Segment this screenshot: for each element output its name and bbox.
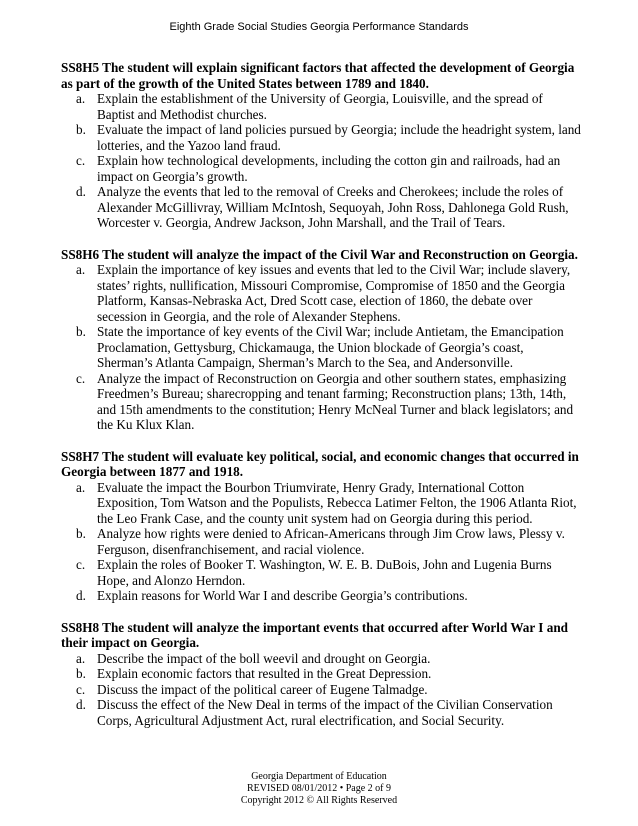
item-letter: a. [76, 91, 86, 106]
standard-items [61, 91, 582, 231]
standard-items [61, 480, 582, 604]
standard-items [61, 651, 582, 729]
standard-items [61, 262, 582, 433]
item-letter: b. [76, 122, 86, 137]
item-text: State the importance of key events of the Civil War; include Antietam, the Emancipation Proclamation, Gettysburg, Chickamauga, the Union blockade of Georgia’s coast, Sherman’s Atlanta Campaign, Sherman’s March to the Sea, and Andersonville. [97, 324, 564, 370]
list-item [61, 371, 582, 433]
item-letter: d. [76, 588, 86, 603]
item-text: Explain reasons for World War I and describe Georgia’s contributions. [97, 588, 468, 603]
standard-heading: SS8H6 The student will analyze the impact of the Civil War and Reconstruction on Georgia. [61, 246, 578, 262]
list-item [61, 526, 582, 557]
standard-heading: SS8H8 The student will analyze the important events that occurred after World War I and their impact on Georgia. [61, 619, 569, 650]
list-item [61, 666, 582, 682]
list-item [61, 588, 582, 604]
page-footer [0, 771, 638, 807]
footer-department: Georgia Department of Education [251, 771, 387, 782]
item-letter: d. [76, 697, 86, 712]
item-letter: d. [76, 184, 86, 199]
item-letter: b. [76, 526, 86, 541]
list-item [61, 480, 582, 527]
list-item [61, 697, 582, 728]
standard-heading: SS8H5 The student will explain significant factors that affected the development of Georgia as part of the growth of the United States between 1789 and 1840. [61, 60, 575, 91]
item-text: Analyze the events that led to the removal of Creeks and Cherokees; include the roles of Alexander McGillivray, William McIntosh, Sequoyah, John Ross, Dahlonega Gold Rush, Worcester v. Georgia, Andrew Jackson, John Marshall, and the Trail of Tears. [97, 184, 569, 230]
list-item [61, 324, 582, 371]
item-letter: a. [76, 262, 86, 277]
standards-content [61, 60, 582, 744]
item-letter: a. [76, 479, 86, 495]
item-text: Explain the roles of Booker T. Washington, W. E. B. DuBois, John and Lugenia Burns Hope, and Alonzo Herndon. [97, 557, 552, 588]
item-letter: c. [76, 681, 86, 697]
item-text: Explain the importance of key issues and events that led to the Civil War; include slavery, states’ rights, nullification, Missouri Compromise, Compromise of 1850 and the Georgia Platform, Kansas-Nebraska Act, Dred Scott case, election of 1860, the debate over secession in Georgia, and the role of Alexander Stephens. [97, 262, 571, 324]
list-item [61, 651, 582, 667]
item-letter: c. [76, 153, 86, 168]
standard-ss8h7 [61, 449, 582, 604]
page-header: Eighth Grade Social Studies Georgia Performance Standards [169, 21, 469, 33]
list-item [61, 122, 582, 153]
list-item [61, 91, 582, 122]
item-text: Analyze the impact of Reconstruction on Georgia and other southern states, emphasizing Freedmen’s Bureau; sharecropping and tenant farming; Reconstruction plans; 13th, 14th, and 15th amendments to the constitution; Henry McNeal Turner and black legislators; and the Ku Klux Klan. [97, 370, 574, 432]
item-text: Discuss the effect of the New Deal in terms of the impact of the Civilian Conservation Corps, Agricultural Adjustment Act, rural electrification, and Social Security. [97, 697, 553, 728]
standard-ss8h6 [61, 247, 582, 433]
list-item [61, 184, 582, 231]
item-text: Explain the establishment of the University of Georgia, Louisville, and the spread of Baptist and Methodist churches. [97, 91, 543, 122]
item-text: Explain economic factors that resulted in the Great Depression. [97, 666, 432, 681]
standard-heading: SS8H7 The student will evaluate key political, social, and economic changes that occurred in Georgia between 1877 and 1918. [61, 448, 579, 479]
list-item [61, 682, 582, 698]
item-text: Discuss the impact of the political career of Eugene Talmadge. [97, 681, 428, 697]
footer-revision: REVISED 08/01/2012 • Page 2 of 9 [246, 783, 392, 794]
item-letter: c. [76, 557, 86, 572]
item-letter: b. [76, 324, 86, 339]
list-item [61, 262, 582, 324]
standard-ss8h5 [61, 60, 582, 231]
item-letter: a. [76, 650, 86, 666]
footer-copyright: Copyright 2012 © All Rights Reserved [240, 795, 398, 806]
item-text: Evaluate the impact of land policies pursued by Georgia; include the headright system, land lotteries, and the Yazoo land fraud. [97, 122, 581, 153]
item-text: Analyze how rights were denied to African-Americans through Jim Crow laws, Plessy v. Ferguson, disenfranchisement, and racial violence. [97, 526, 565, 557]
item-text: Explain how technological developments, including the cotton gin and railroads, had an impact on Georgia’s growth. [97, 153, 561, 184]
item-text: Evaluate the impact the Bourbon Triumvirate, Henry Grady, International Cotton Exposition, Tom Watson and the Populists, Rebecca Latimer Felton, the 1906 Atlanta Riot, the Leo Frank Case, and the county unit system had on Georgia during this period. [97, 479, 577, 526]
list-item [61, 153, 582, 184]
item-letter: b. [76, 666, 86, 681]
item-text: Describe the impact of the boll weevil and drought on Georgia. [97, 650, 431, 666]
standard-ss8h8 [61, 620, 582, 729]
item-letter: c. [76, 370, 86, 386]
list-item [61, 557, 582, 588]
